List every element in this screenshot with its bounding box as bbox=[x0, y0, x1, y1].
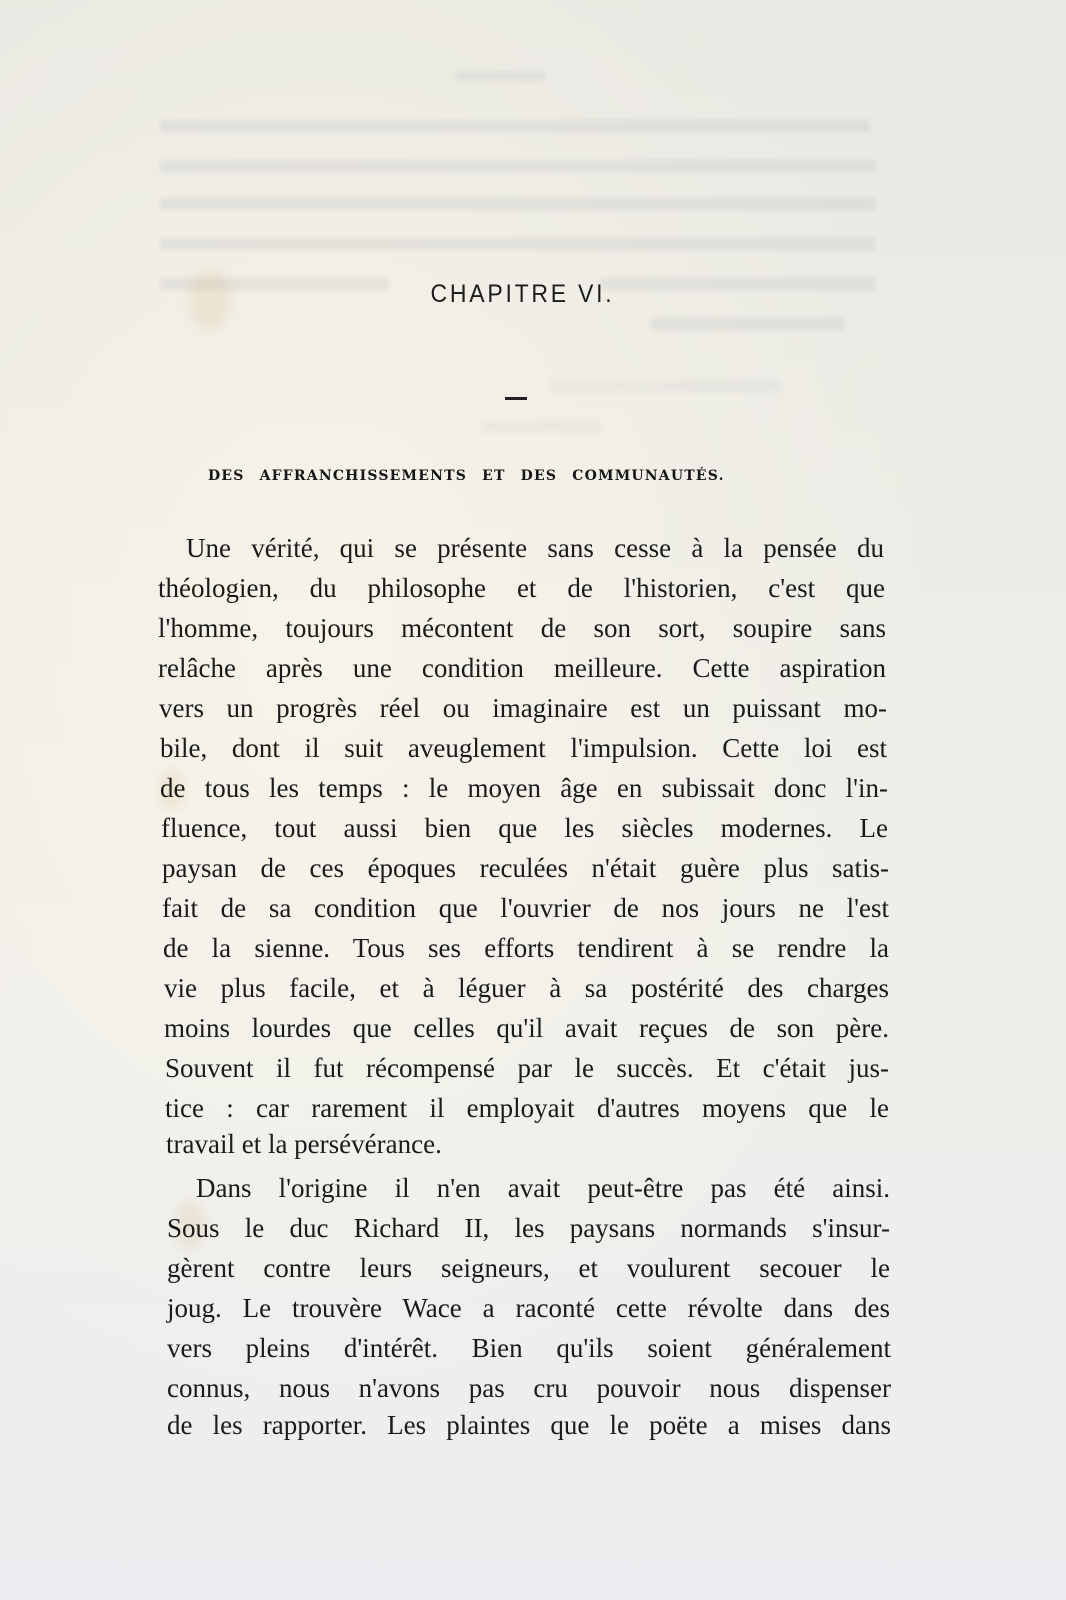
text-line: de la sienne. Tous ses efforts tendirent à se rendre la bbox=[163, 933, 889, 963]
text-line: vie plus facile, et à léguer à sa postérité des charges bbox=[164, 973, 889, 1003]
text-line: moins lourdes que celles qu'il avait reçues de son père. bbox=[164, 1013, 889, 1043]
text-line: vers un progrès réel ou imaginaire est un puissant mo- bbox=[159, 693, 887, 723]
text-line: l'homme, toujours mécontent de son sort, soupire sans bbox=[158, 613, 886, 643]
text-line: de tous les temps : le moyen âge en subissait donc l'in- bbox=[160, 773, 888, 803]
section-title: DES AFFRANCHISSEMENTS ET DES COMMUNAUTÉS. bbox=[208, 468, 725, 484]
text-line: gèrent contre leurs seigneurs, et voulurent secouer le bbox=[167, 1253, 890, 1283]
text-line: de les rapporter. Les plaintes que le poëte a mises dans bbox=[167, 1410, 891, 1440]
bleed-through-mark bbox=[160, 160, 875, 172]
text-line: tice : car rarement il employait d'autres moyens que le bbox=[165, 1093, 889, 1123]
text-line: théologien, du philosophe et de l'historien, c'est que bbox=[158, 573, 885, 603]
text-line: connus, nous n'avons pas cru pouvoir nous dispenser bbox=[167, 1373, 891, 1403]
separator-rule bbox=[505, 397, 527, 400]
text-line: paysan de ces époques reculées n'était guère plus satis- bbox=[162, 853, 889, 883]
text-line: bile, dont il suit aveuglement l'impulsion. Cette loi est bbox=[160, 733, 887, 763]
bleed-through-mark bbox=[455, 72, 545, 81]
text-line: relâche après une condition meilleure. Cette aspiration bbox=[158, 653, 886, 683]
text-line: Souvent il fut récompensé par le succès. Et c'était jus- bbox=[165, 1053, 889, 1083]
bleed-through-mark bbox=[650, 318, 845, 330]
text-line: Dans l'origine il n'en avait peut-être pas été ainsi. bbox=[196, 1173, 890, 1203]
text-line: fluence, tout aussi bien que les siècles modernes. Le bbox=[161, 813, 888, 843]
text-line: Sous le duc Richard II, les paysans normands s'insur- bbox=[167, 1213, 890, 1243]
text-line: Une vérité, qui se présente sans cesse à la pensée du bbox=[186, 533, 884, 563]
text-line: travail et la persévérance. bbox=[166, 1129, 442, 1159]
bleed-through-mark bbox=[160, 198, 875, 210]
bleed-through-mark bbox=[480, 420, 600, 432]
bleed-through-mark bbox=[550, 380, 780, 392]
bleed-through-mark bbox=[160, 120, 870, 132]
chapter-title: CHAPITRE VI. bbox=[430, 280, 615, 308]
text-line: fait de sa condition que l'ouvrier de nos jours ne l'est bbox=[162, 893, 889, 923]
text-line: vers pleins d'intérêt. Bien qu'ils soient généralement bbox=[167, 1333, 891, 1363]
bleed-through-mark bbox=[160, 238, 875, 250]
text-line: joug. Le trouvère Wace a raconté cette révolte dans des bbox=[167, 1293, 890, 1323]
